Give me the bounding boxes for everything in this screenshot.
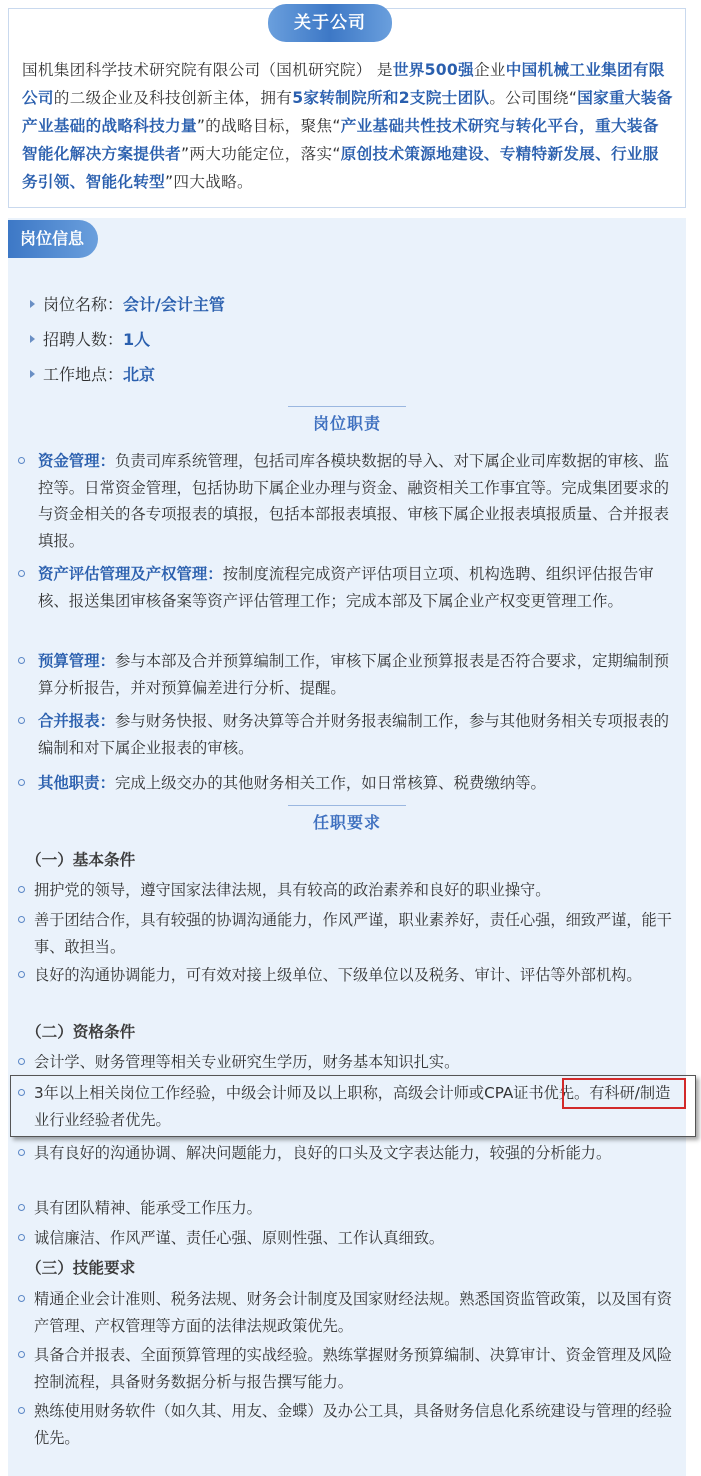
about-company-tab: 关于公司 (268, 4, 392, 42)
skill-item: 熟练使用财务软件（如久其、用友、金蝶）及办公工具，具备财务信息化系统建设与管理的经验优先。 (14, 1398, 682, 1452)
circle-bullet-icon (18, 570, 25, 577)
requirements-heading: 任职要求 (288, 805, 406, 833)
circle-bullet-icon (18, 1058, 25, 1065)
circle-bullet-icon (18, 1234, 25, 1241)
circle-bullet-icon (18, 1149, 25, 1156)
duty-item: 合并报表：参与财务快报、财务决算等合并财务报表编制工作，参与其他财务相关专项报表的编制和对下属企业报表的审核。 (14, 708, 682, 761)
skill-item: 具备合并报表、全面预算管理的实战经验。熟练掌握财务预算编制、决算审计、资金管理及风险控制流程，具备财务数据分析与报告撰写能力。 (14, 1342, 682, 1396)
triangle-bullet-icon (30, 300, 35, 308)
circle-bullet-icon (18, 1407, 25, 1414)
duty-item: 资产评估管理及产权管理：按制度流程完成资产评估项目立项、机构选聘、组织评估报告审核、报送集团审核备案等资产评估管理工作；完成本部及下属企业产权变更管理工作。 (14, 561, 682, 614)
about-company-text: 国机集团科学技术研究院有限公司（国机研究院） 是世界500强企业中国机械工业集团有限公司的二级企业及科技创新主体，拥有5家转制院所和2支院士团队。公司围绕“国家重大装备产业基础的战略科技力量”的战略目标，聚焦“产业基础共性技术研究与转化平台，重大装备智能化解决方案提供者”两大功能定位，落实“原创技术策源地建设、专精特新发展、行业服务引领、智能化转型”四大战略。 (22, 61, 673, 191)
duties-heading: 岗位职责 (288, 406, 406, 434)
triangle-bullet-icon (30, 335, 35, 343)
qualification-item: 具有团队精神、能承受工作压力。 (14, 1195, 682, 1222)
duty-item: 预算管理：参与本部及合并预算编制工作，审核下属企业预算报表是否符合要求，定期编制预算分析报告，并对预算偏差进行分析、提醒。 (14, 648, 682, 701)
qualification-item: 具有良好的沟通协调、解决问题能力，良好的口头及文字表达能力，较强的分析能力。 (14, 1140, 682, 1167)
circle-bullet-icon (18, 457, 25, 464)
circle-bullet-icon (18, 886, 25, 893)
skill-item: 精通企业会计准则、税务法规、财务会计制度及国家财经法规。熟悉国资监管政策，以及国有资产管理、产权管理等方面的法律法规政策优先。 (14, 1286, 682, 1340)
circle-bullet-icon (18, 1351, 25, 1358)
circle-bullet-icon (18, 1295, 25, 1302)
triangle-bullet-icon (30, 370, 35, 378)
circle-bullet-icon (18, 779, 25, 786)
duty-item: 其他职责：完成上级交办的其他财务相关工作，如日常核算、税费缴纳等。 (14, 770, 682, 797)
circle-bullet-icon (18, 1204, 25, 1211)
qualification-label: （二）资格条件 (26, 1023, 136, 1041)
basic-conditions-label: （一）基本条件 (26, 851, 136, 869)
info-headcount: 招聘人数：1人 (30, 329, 150, 351)
basic-item: 拥护党的领导，遵守国家法律法规，具有较高的政治素养和良好的职业操守。 (14, 877, 682, 904)
basic-item: 善于团结合作，具有较强的协调沟通能力，作风严谨，职业素养好，责任心强，细致严谨，能干事、敢担当。 (14, 907, 682, 961)
basic-item: 良好的沟通协调能力，可有效对接上级单位、下级单位以及税务、审计、评估等外部机构。 (14, 962, 682, 989)
qualification-item: 会计学、财务管理等相关专业研究生学历，财务基本知识扎实。 (14, 1049, 682, 1076)
circle-bullet-icon (18, 916, 25, 923)
job-info-tab: 岗位信息 (8, 220, 98, 258)
duty-item: 资金管理：负责司库系统管理，包括司库各模块数据的导入、对下属企业司库数据的审核、监控等。日常资金管理，包括协助下属企业办理与资金、融资相关工作事宜等。完成集团要求的与资金相关的各专项报表的填报，包括本部报表填报、审核下属企业报表填报质量、合并报表填报。 (14, 448, 682, 554)
circle-bullet-icon (18, 657, 25, 664)
circle-bullet-icon (18, 717, 25, 724)
qualification-item: 3年以上相关岗位工作经验，中级会计师及以上职称，高级会计师或CPA证书优先。有科研/制造业行业经验者优先。 (14, 1080, 682, 1134)
red-annotation-box (562, 1078, 686, 1109)
info-location: 工作地点：北京 (30, 364, 155, 386)
info-position: 岗位名称：会计/会计主管 (30, 294, 225, 316)
skills-label: （三）技能要求 (26, 1259, 136, 1277)
qualification-item: 诚信廉洁、作风严谨、责任心强、原则性强、工作认真细致。 (14, 1225, 682, 1252)
circle-bullet-icon (18, 971, 25, 978)
